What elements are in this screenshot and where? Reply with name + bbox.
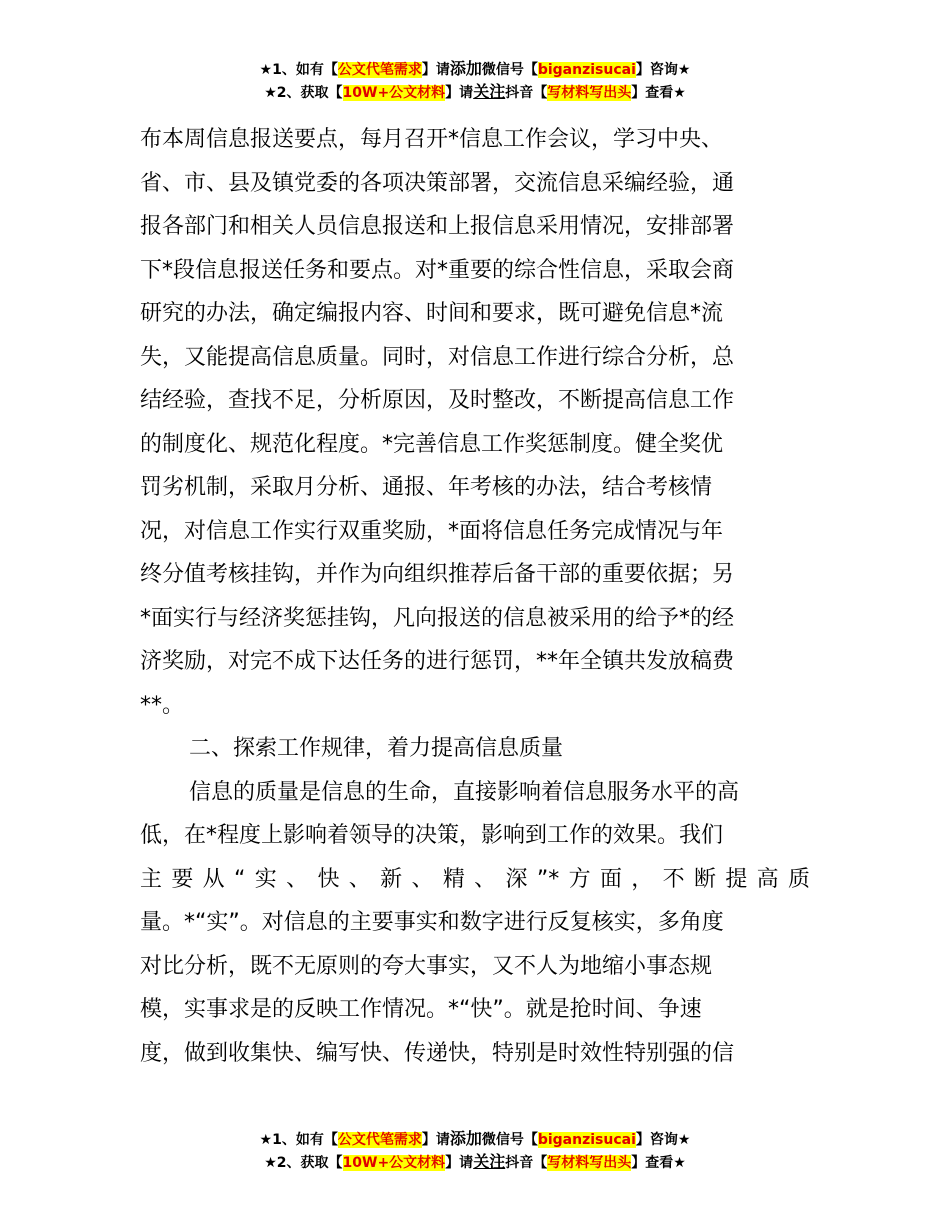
text-line: 罚劣机制，采取月分析、通报、年考核的办法，结合考核情 [140, 475, 713, 500]
text-line: 结经验，查找不足，分析原因，及时整改，不断提高信息工作 [140, 388, 735, 413]
promo-line-2 [0, 81, 950, 104]
promo-text: 微信号【 [481, 1132, 538, 1148]
text-line: 信息的质量是信息的生命，直接影响着信息服务水平的高 [189, 779, 740, 805]
paragraph-quality [140, 771, 810, 1076]
promo-text: ★1、如有【 [259, 1132, 338, 1148]
promo-text: 微信号【 [481, 62, 538, 78]
text-line: 低，在*程度上影响着领导的决策，影响到工作的效果。我们 [140, 823, 724, 848]
text-line: 终分值考核挂钩，并作为向组织推荐后备干部的重要依据；另 [140, 562, 735, 587]
promo-text: 抖音【 [505, 85, 548, 101]
text-line: 况，对信息工作实行双重奖励，*面将信息任务完成情况与年 [140, 518, 724, 544]
promo-text: 】请 [421, 62, 450, 78]
header-promo-banner [0, 58, 950, 104]
promo-emphasis: 添加 [449, 1129, 482, 1148]
promo-text: ★1、如有【 [259, 62, 338, 78]
promo-emphasis: 添加 [449, 59, 482, 78]
text-line: 主要从“实、快、新、精、深”*方面，不断提高质 [140, 866, 810, 892]
text-line: 研究的办法，确定编报内容、时间和要求，既可避免信息*流 [140, 301, 724, 326]
section-heading: 二、探索工作规律，着力提高信息质量 [189, 736, 564, 761]
promo-text: 】请 [445, 1155, 474, 1171]
text-line: 失，又能提高信息质量。同时，对信息工作进行综合分析，总 [140, 344, 735, 370]
promo-text: 】查看★ [631, 85, 686, 101]
promo-text: 】咨询★ [635, 62, 691, 78]
text-line: *面实行与经济奖惩挂钩，凡向报送的信息被采用的给予*的经 [140, 605, 735, 631]
promo-emphasis: 关注 [473, 82, 506, 101]
promo-line-1 [0, 1128, 950, 1151]
promo-highlight: 10W+公文材料 [342, 85, 446, 101]
promo-line-1 [0, 58, 950, 81]
promo-emphasis: 关注 [473, 1152, 506, 1171]
promo-highlight: 10W+公文材料 [342, 1155, 446, 1171]
text-line: 布本周信息报送要点，每月召开*信息工作会议，学习中央、 [140, 127, 724, 152]
promo-text: ★2、获取【 [264, 1155, 343, 1171]
document-body [140, 118, 810, 1075]
text-line: 模，实事求是的反映工作情况。*“快”。就是抢时间、争速 [140, 997, 702, 1022]
promo-highlight: biganzisucai [537, 1132, 636, 1148]
text-line: 下*段信息报送任务和要点。对*重要的综合性信息，采取会商 [140, 257, 735, 283]
promo-highlight: 写材料写出头 [547, 85, 632, 101]
promo-text: 】查看★ [631, 1155, 686, 1171]
promo-highlight: 写材料写出头 [547, 1155, 632, 1171]
text-line: 对比分析，既不无原则的夸大事实，又不人为地缩小事态规 [140, 953, 713, 979]
promo-highlight: 公文代笔需求 [337, 62, 422, 78]
text-line: **。 [140, 692, 185, 718]
text-line: 报各部门和相关人员信息报送和上报信息采用情况，安排部署 [140, 214, 735, 239]
paragraph-continuation [140, 118, 810, 727]
text-line: 济奖励，对完不成下达任务的进行惩罚，**年全镇共发放稿费 [140, 649, 735, 674]
promo-text: 】请 [445, 85, 474, 101]
promo-line-2 [0, 1151, 950, 1174]
promo-highlight: biganzisucai [537, 62, 636, 78]
promo-text: 抖音【 [505, 1155, 548, 1171]
text-line: 的制度化、规范化程度。*完善信息工作奖惩制度。健全奖优 [140, 431, 724, 457]
text-line: 省、市、县及镇党委的各项决策部署，交流信息采编经验，通 [140, 170, 735, 196]
promo-highlight: 公文代笔需求 [337, 1132, 422, 1148]
promo-text: ★2、获取【 [264, 85, 343, 101]
promo-text: 】请 [421, 1132, 450, 1148]
footer-promo-banner [0, 1128, 950, 1174]
text-line: 量。*“实”。对信息的主要事实和数字进行反复核实，多角度 [140, 910, 724, 935]
text-line: 度，做到收集快、编写快、传递快，特别是时效性特别强的信 [140, 1040, 735, 1066]
promo-text: 】咨询★ [635, 1132, 691, 1148]
